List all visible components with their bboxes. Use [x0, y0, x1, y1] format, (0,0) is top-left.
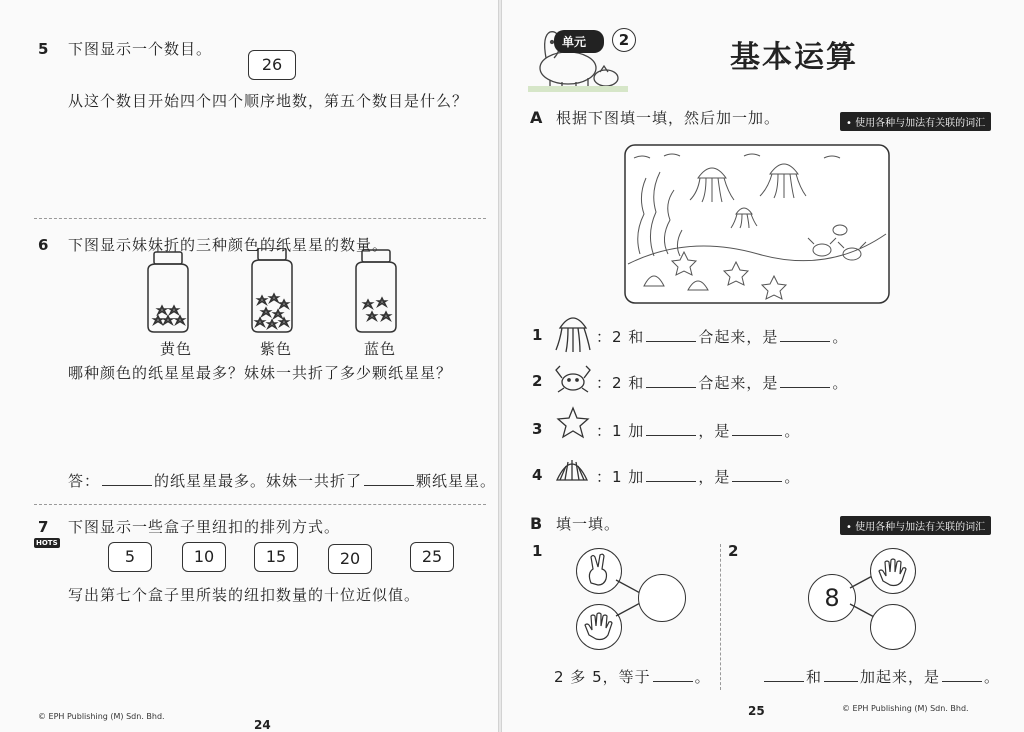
button-box-5: 25: [410, 542, 454, 572]
q7-text: 下图显示一些盒子里纽扣的排列方式。: [68, 518, 341, 536]
q6-question: 哪种颜色的纸星星最多？妹妹一共折了多少颗纸星星？: [68, 364, 453, 382]
b1-sentence-prefix: 2 多 5，等于: [554, 668, 651, 686]
q6-blank-color[interactable]: [102, 471, 152, 486]
sectionB-instruction: 填一填。: [556, 515, 621, 533]
b2-blank2[interactable]: [824, 667, 858, 682]
q5-question: 从这个数目开始四个四个顺序地数，第五个数目是什么？: [68, 92, 469, 110]
button-box-4: 20: [328, 544, 372, 574]
right-page-number: 25: [748, 704, 765, 718]
right-page: [502, 0, 1024, 732]
itemA3-line: [596, 420, 800, 441]
itemA3-blank1[interactable]: [646, 421, 696, 436]
jar-label-purple: 紫色: [260, 340, 293, 358]
left-footer: © EPH Publishing (M) Sdn. Bhd.: [38, 712, 165, 721]
unit-number: 2: [612, 28, 636, 52]
itemA2-prefix: ：2 和: [596, 374, 645, 392]
itemA4-end: 。: [784, 468, 801, 486]
itemA4-blank1[interactable]: [646, 467, 696, 482]
itemA3-end: 。: [784, 422, 801, 440]
itemA2-blank1[interactable]: [646, 373, 696, 388]
shell-icon: [554, 454, 590, 486]
q5-number: 5: [38, 40, 49, 58]
b2-s2: 加起来，是: [860, 668, 941, 686]
itemA3-number: 3: [532, 420, 543, 438]
b2-sentence: [762, 666, 1000, 687]
right-footer: © EPH Publishing (M) Sdn. Bhd.: [842, 704, 969, 713]
jar-purple: [252, 248, 292, 332]
five-fingers-hand-icon: [871, 549, 915, 593]
q6-answer-prefix: 答：: [68, 472, 101, 490]
itemA2-end: 。: [832, 374, 849, 392]
b1-whole-circle[interactable]: [638, 574, 686, 622]
divider: [34, 504, 486, 505]
itemA4-number: 4: [532, 466, 543, 484]
itemA3-prefix: ：1 加: [596, 422, 645, 440]
itemA4-mid: ，是: [698, 468, 731, 486]
button-box-2: 10: [182, 542, 226, 572]
b2-s1: 和: [806, 668, 823, 686]
left-page-number: 24: [254, 718, 271, 732]
q6-number: 6: [38, 236, 49, 254]
sectionA-letter: A: [530, 108, 543, 127]
jar-label-yellow: 黄色: [160, 340, 193, 358]
q5-number-box: 26: [248, 50, 296, 80]
b2-blank1[interactable]: [764, 667, 804, 682]
b1-blank[interactable]: [653, 667, 693, 682]
jar-yellow: [148, 252, 188, 332]
itemA2-mid: 合起来，是: [698, 374, 779, 392]
b1-sentence: [554, 666, 711, 687]
b2-end: 。: [984, 668, 1001, 686]
jellyfish-icon: [554, 312, 592, 356]
q5-text: 下图显示一个数目。: [68, 40, 213, 58]
q7-question: 写出第七个盒子里所装的纽扣数量的十位近似值。: [68, 586, 421, 604]
q6-answer-mid: 的纸星星最多。妹妹一共折了: [154, 472, 363, 490]
b2-number: 2: [728, 542, 739, 560]
sea-illustration: [624, 144, 890, 304]
itemA4-line: [596, 466, 800, 487]
divider: [34, 218, 486, 219]
itemA2-blank2[interactable]: [780, 373, 830, 388]
b1-sentence-end: 。: [694, 668, 711, 686]
itemA1-end: 。: [832, 328, 849, 346]
button-box-1: 5: [108, 542, 152, 572]
b2-blank3[interactable]: [942, 667, 982, 682]
q6-blank-total[interactable]: [364, 471, 414, 486]
itemA1-line: [596, 326, 848, 347]
itemA2-number: 2: [532, 372, 543, 390]
jar-label-blue: 蓝色: [364, 340, 397, 358]
sectionB-tag: • 使用各种与加法有关联的词汇: [840, 516, 991, 535]
page-title: 基本运算: [730, 40, 858, 75]
star-jars-illustration: [140, 248, 430, 338]
sectionB-letter: B: [530, 514, 543, 533]
sectionA-instruction: 根据下图填一填，然后加一加。: [556, 109, 781, 127]
itemA1-prefix: ：2 和: [596, 328, 645, 346]
itemA3-blank2[interactable]: [732, 421, 782, 436]
button-box-3: 15: [254, 542, 298, 572]
q6-text: 下图显示妹妹折的三种颜色的纸星星的数量。: [68, 236, 389, 254]
itemA1-mid: 合起来，是: [698, 328, 779, 346]
hots-badge: HOTS: [36, 539, 58, 547]
starfish-icon: [556, 406, 590, 440]
left-page: [0, 0, 498, 732]
itemA3-mid: ，是: [698, 422, 731, 440]
itemA4-prefix: ：1 加: [596, 468, 645, 486]
itemA1-blank1[interactable]: [646, 327, 696, 342]
jar-blue: [356, 250, 396, 332]
b2-whole-circle: 8: [808, 574, 856, 622]
unit-label: 单元: [554, 30, 604, 53]
vertical-divider: [720, 544, 721, 690]
b1-number: 1: [532, 542, 543, 560]
itemA4-blank2[interactable]: [732, 467, 782, 482]
q6-answer-line: [68, 470, 496, 491]
sectionA-tag: • 使用各种与加法有关联的词汇: [840, 112, 991, 131]
q6-answer-suffix: 颗纸星星。: [416, 472, 497, 490]
itemA2-line: [596, 372, 848, 393]
q7-number: 7: [38, 518, 49, 536]
itemA1-blank2[interactable]: [780, 327, 830, 342]
crab-icon: [554, 360, 592, 396]
b2-part-circle-bottom[interactable]: [870, 604, 916, 650]
b2-part-circle-top: [870, 548, 916, 594]
itemA1-number: 1: [532, 326, 543, 344]
